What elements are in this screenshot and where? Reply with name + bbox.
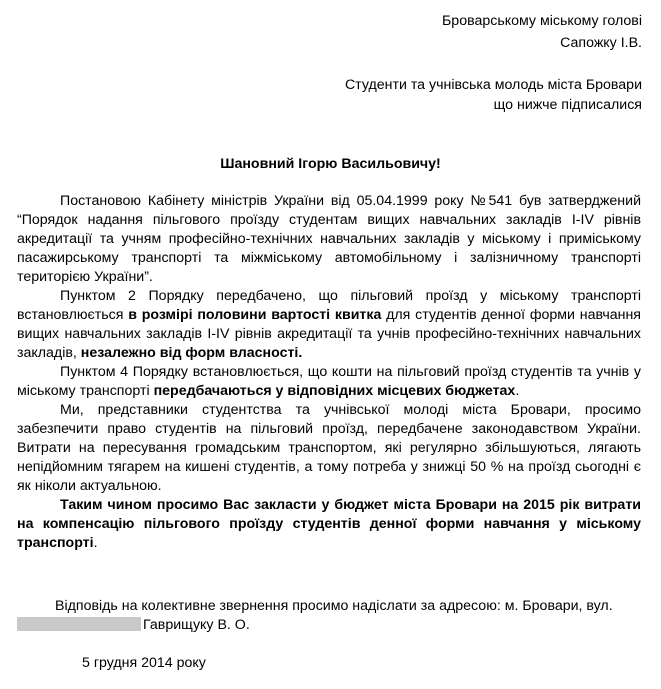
p2-bold-ownership: незалежно від форм власності. — [80, 345, 303, 361]
paragraph-request: Ми, представники студентства та учнівської молоді міста Бровари, просимо забезпечити право студентів на пільговий проїзд, передбачене законодавством України. Витрати на пересування громадським транспортом, які регулярно збільшуються, лягають непідйомним тягарем на кишені студентів, а тому потреба у знижці 50 % на проїзд сьогодні є як ніколи актуальною. — [17, 402, 641, 494]
p3-text-c: . — [515, 383, 520, 399]
response-text: Відповідь на колективне звернення просимо надіслати за адресою: м. Бровари, вул. — [55, 598, 613, 614]
redacted-address — [17, 617, 141, 631]
paragraph-point-4 — [17, 363, 641, 401]
response-block — [17, 597, 641, 635]
p2-bold-discount: в розмірі половини вартості квитка — [128, 307, 382, 323]
p2-text-c: для студентів денної форми навчання вищих навчальних закладів I-IV рівнів акредитації та учнів професійно-технічних навчальних закладів, — [17, 307, 641, 361]
response-recipient: Гаврищуку В. О. — [143, 617, 250, 633]
letter-date: 5 грудня 2014 року — [82, 655, 206, 671]
paragraph-conclusion — [17, 496, 641, 553]
p2-text-a: Пунктом 2 Порядку передбачено, що пільговий проїзд у міському транспорті встановлюється — [17, 288, 641, 323]
greeting: Шановний Ігорю Васильовичу! — [220, 156, 441, 172]
addressee-line-1: Броварському міському голові — [442, 13, 642, 29]
sender-line-1: Студенти та учнівська молодь міста Бровари — [344, 77, 642, 93]
sender-line-2: що нижче підписалися — [493, 97, 642, 113]
addressee-line-2: Сапожку І.В. — [560, 35, 642, 51]
p3-bold-budgets: передбачаються у відповідних місцевих бюджетах — [153, 383, 516, 399]
p5-period: . — [93, 535, 98, 551]
paragraph-decree: Постановою Кабінету міністрів України від 05.04.1999 року №541 був затверджений “Порядок надання пільгового проїзду студентам вищих навчальних закладів I-IV рівнів акредитації та учням професійно-технічних навчальних закладів у міському і приміському пасажирському транспорті та міжміському автомобільному і залізничному транспорті територією України”. — [17, 193, 641, 285]
response-address-line — [17, 616, 641, 635]
letter-body — [17, 192, 641, 553]
p3-text-a: Пунктом 4 Порядку встановлюється, що кошти на пільговий проїзд студентів та учнів у міському транспорті — [17, 364, 641, 399]
p5-bold-conclusion: Таким чином просимо Вас закласти у бюджет міста Бровари на 2015 рік витрати на компенсацію пільгового проїзду студентів денної форми навчання у міському транспорті — [17, 497, 641, 551]
paragraph-point-2 — [17, 287, 641, 363]
